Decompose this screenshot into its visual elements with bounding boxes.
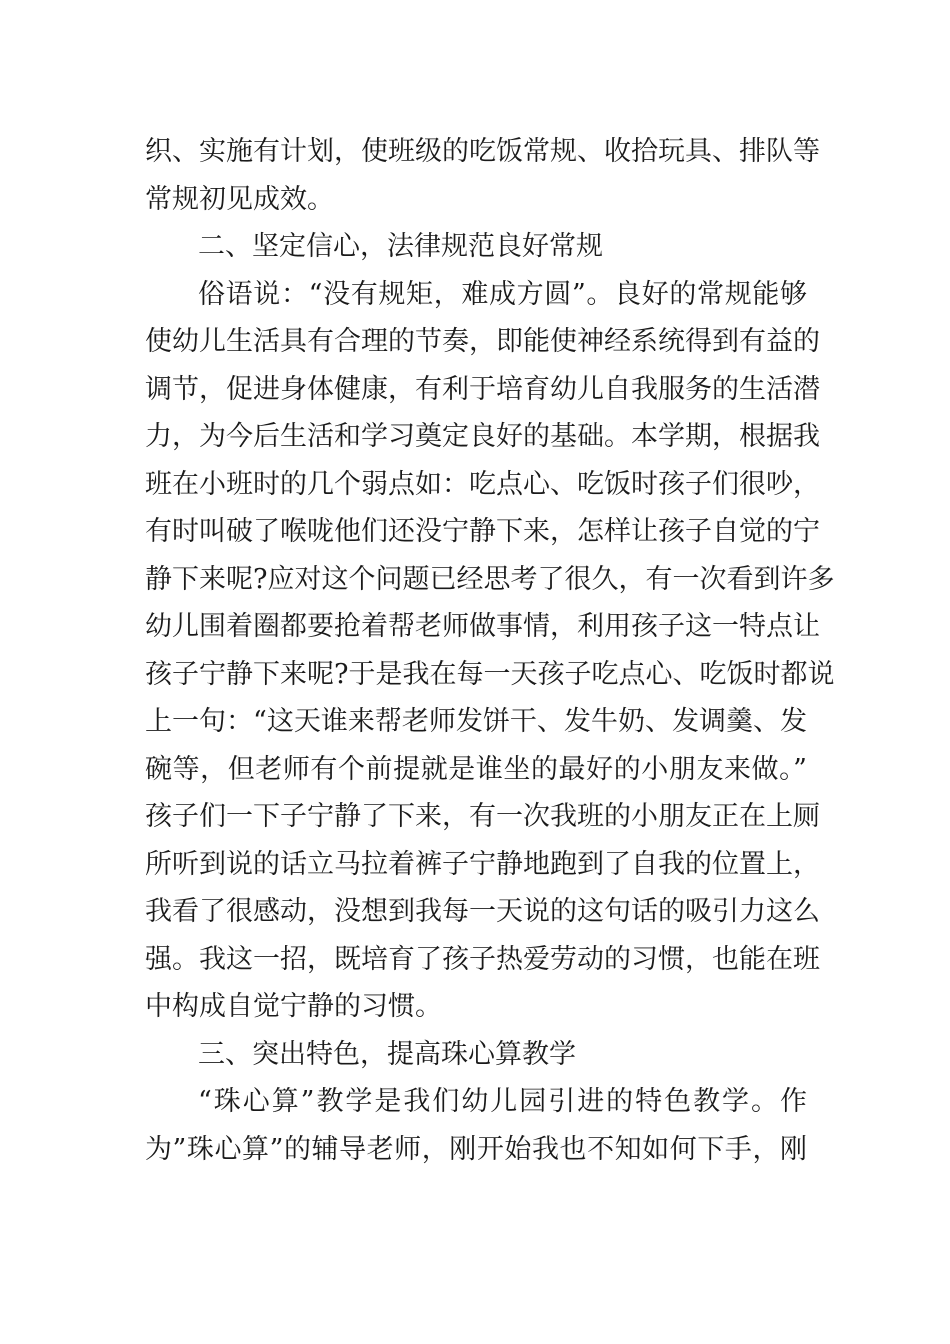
- text-line: 俗语说：“没有规矩，难成方圆”。良好的常规能够: [198, 278, 807, 310]
- text-line: 我看了很感动，没想到我每一天说的这句话的吸引力这么: [145, 896, 820, 927]
- text-line: “珠心算”教学是我们幼儿园引进的特色教学。作: [198, 1086, 807, 1117]
- text-line: 孩子宁静下来呢?于是我在每一天孩子吃点心、吃饭时都说: [145, 658, 835, 690]
- text-line: 孩子们一下子宁静了下来，有一次我班的小朋友正在上厕: [145, 801, 820, 832]
- text-line: 强。我这一招，既培育了孩子热爱劳动的习惯，也能在班: [145, 943, 820, 975]
- text-line: 幼儿围着圈都要抢着帮老师做事情，利用孩子这一特点让: [145, 611, 820, 642]
- text-line: 上一句：“这天谁来帮老师发饼干、发牛奶、发调羹、发: [145, 706, 807, 737]
- text-line: 为”珠心算”的辅导老师，刚开始我也不知如何下手，刚: [145, 1133, 807, 1165]
- text-line: 班在小班时的几个弱点如：吃点心、吃饭时孩子们很吵，: [145, 468, 820, 500]
- text-line: 所听到说的话立马拉着裤子宁静地跑到了自我的位置上，: [145, 848, 820, 880]
- section-heading: 二、坚定信心，法律规范良好常规: [198, 231, 603, 262]
- text-line: 碗等，但老师有个前提就是谁坐的最好的小朋友来做。”: [145, 753, 807, 785]
- section-heading: 三、突出特色，提高珠心算教学: [198, 1038, 576, 1070]
- text-line: 静下来呢?应对这个问题已经思考了很久，有一次看到许多: [145, 563, 835, 595]
- text-line: 使幼儿生活具有合理的节奏，即能使神经系统得到有益的: [145, 326, 820, 357]
- text-line: 中构成自觉宁静的习惯。: [145, 991, 442, 1022]
- text-line: 力，为今后生活和学习奠定良好的基础。本学期，根据我: [145, 421, 820, 452]
- text-line: 织、实施有计划，使班级的吃饭常规、收拾玩具、排队等: [145, 136, 820, 167]
- text-line: 常规初见成效。: [145, 183, 334, 215]
- text-line: 调节，促进身体健康，有利于培育幼儿自我服务的生活潜: [145, 373, 820, 405]
- document-body: [145, 128, 835, 1173]
- text-line: 有时叫破了喉咙他们还没宁静下来，怎样让孩子自觉的宁: [145, 516, 820, 547]
